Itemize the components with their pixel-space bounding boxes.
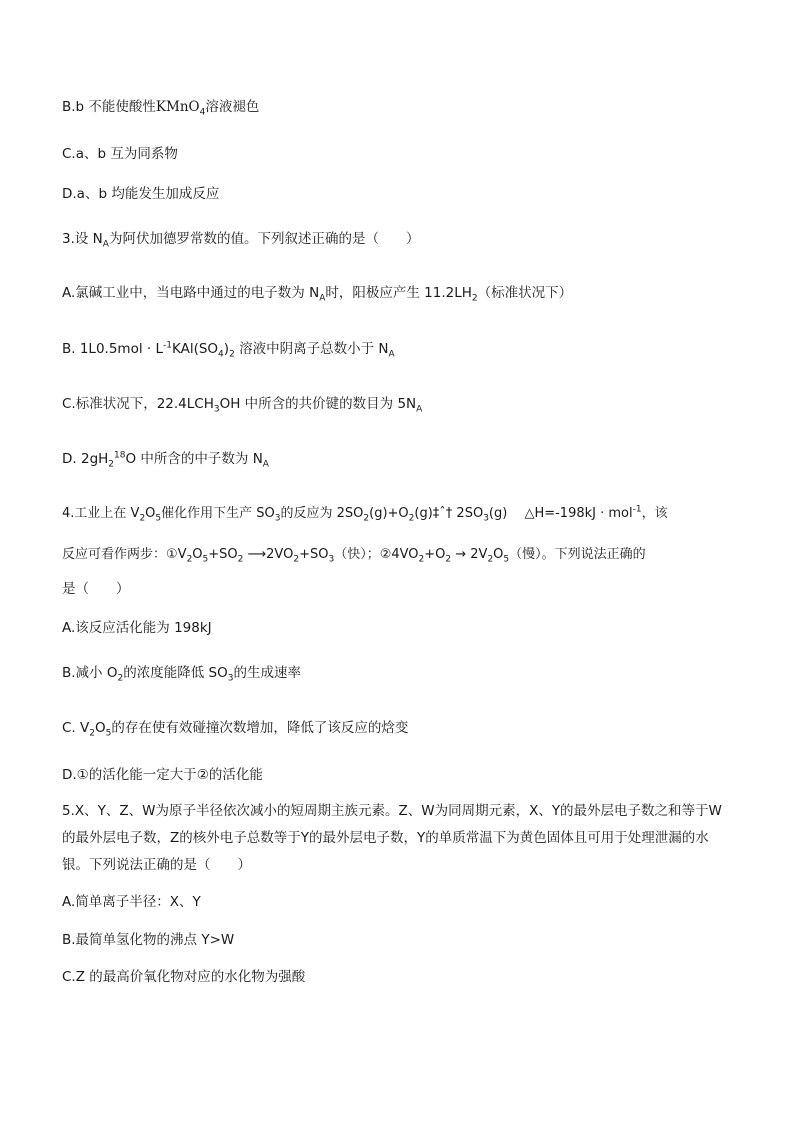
equilibrium-arrow: ‡ˆ† <box>432 506 453 521</box>
q4-stem-line-1: 4.工业上在 $V_2O_5$催化作用下生产 $SO_3$的反应为 $2SO_2(g)+O_2(g)\ddagger ˆ\dagger$ $2SO_3(g)$ △H=-198kJ · mol$^{-1}$，该 <box>62 504 668 524</box>
q4-option-b: B.减小 $O_2$的浓度能降低 $SO_3$的生成速率 <box>62 665 301 684</box>
q3-option-a: A.氯碱工业中，当电路中通过的电子数为 $N_A$时，阳极应产生 $11.2LH_2$（标准状况下） <box>62 285 573 304</box>
q5-option-a: A.简单离子半径：X、Y <box>62 894 201 910</box>
q3-option-d: D. $2gH_2^{18}O$ 中所含的中子数为 $N_A$ <box>62 450 269 470</box>
q5-option-c: C.Z 的最高价氧化物对应的水化物为强酸 <box>62 969 306 985</box>
q4-option-c: C. $V_2O_5$的存在使有效碰撞次数增加，降低了该反应的焓变 <box>62 720 409 739</box>
q4-stem-line-3: 是（ ） <box>62 581 130 597</box>
q4-option-a: A.该反应活化能为 198kJ <box>62 620 212 636</box>
q5-stem: 5.X、Y、Z、W为原子半径依次减小的短周期主族元素。Z、W为同周期元素，X、Y的最外层电子数之和等于W的最外层电子数，Z的核外电子总数等于Y的最外层电子数，Y的单质常温下为黄色固体且可用于处理泄漏的水银。下列说法正确的是（ ） <box>62 803 722 873</box>
q2-option-c: C.a、b 互为同系物 <box>62 146 178 162</box>
q4-option-d: D.①的活化能一定大于②的活化能 <box>62 767 263 783</box>
q5-option-b: B.最简单氢化物的沸点 Y>W <box>62 932 235 948</box>
q3-option-c: C.标准状况下，$22.4LCH_3OH$ 中所含的共价键的数目为 $5N_A$ <box>62 396 423 415</box>
q3-option-b: B. $1L0.5mol \cdot L^{-1}KAl(SO_4)_2$ 溶液中阴离子总数小于 $N_A$ <box>62 340 395 360</box>
q4-stem-line-2: 反应可看作两步：$①V_2O_5+SO_2$ $⟶2VO_2+SO_3$（快）；$②4VO_2+O_2 \to 2V_2O_5$（慢）。下列说法正确的 <box>62 547 646 565</box>
q3-stem: 3.设 $N_A$为阿伏加德罗常数的值。下列叙述正确的是（ ） <box>62 231 420 250</box>
q2-option-b: B.b 不能使酸性KMnO$_4$溶液褪色 <box>62 99 260 118</box>
q2-option-d: D.a、b 均能发生加成反应 <box>62 186 220 202</box>
